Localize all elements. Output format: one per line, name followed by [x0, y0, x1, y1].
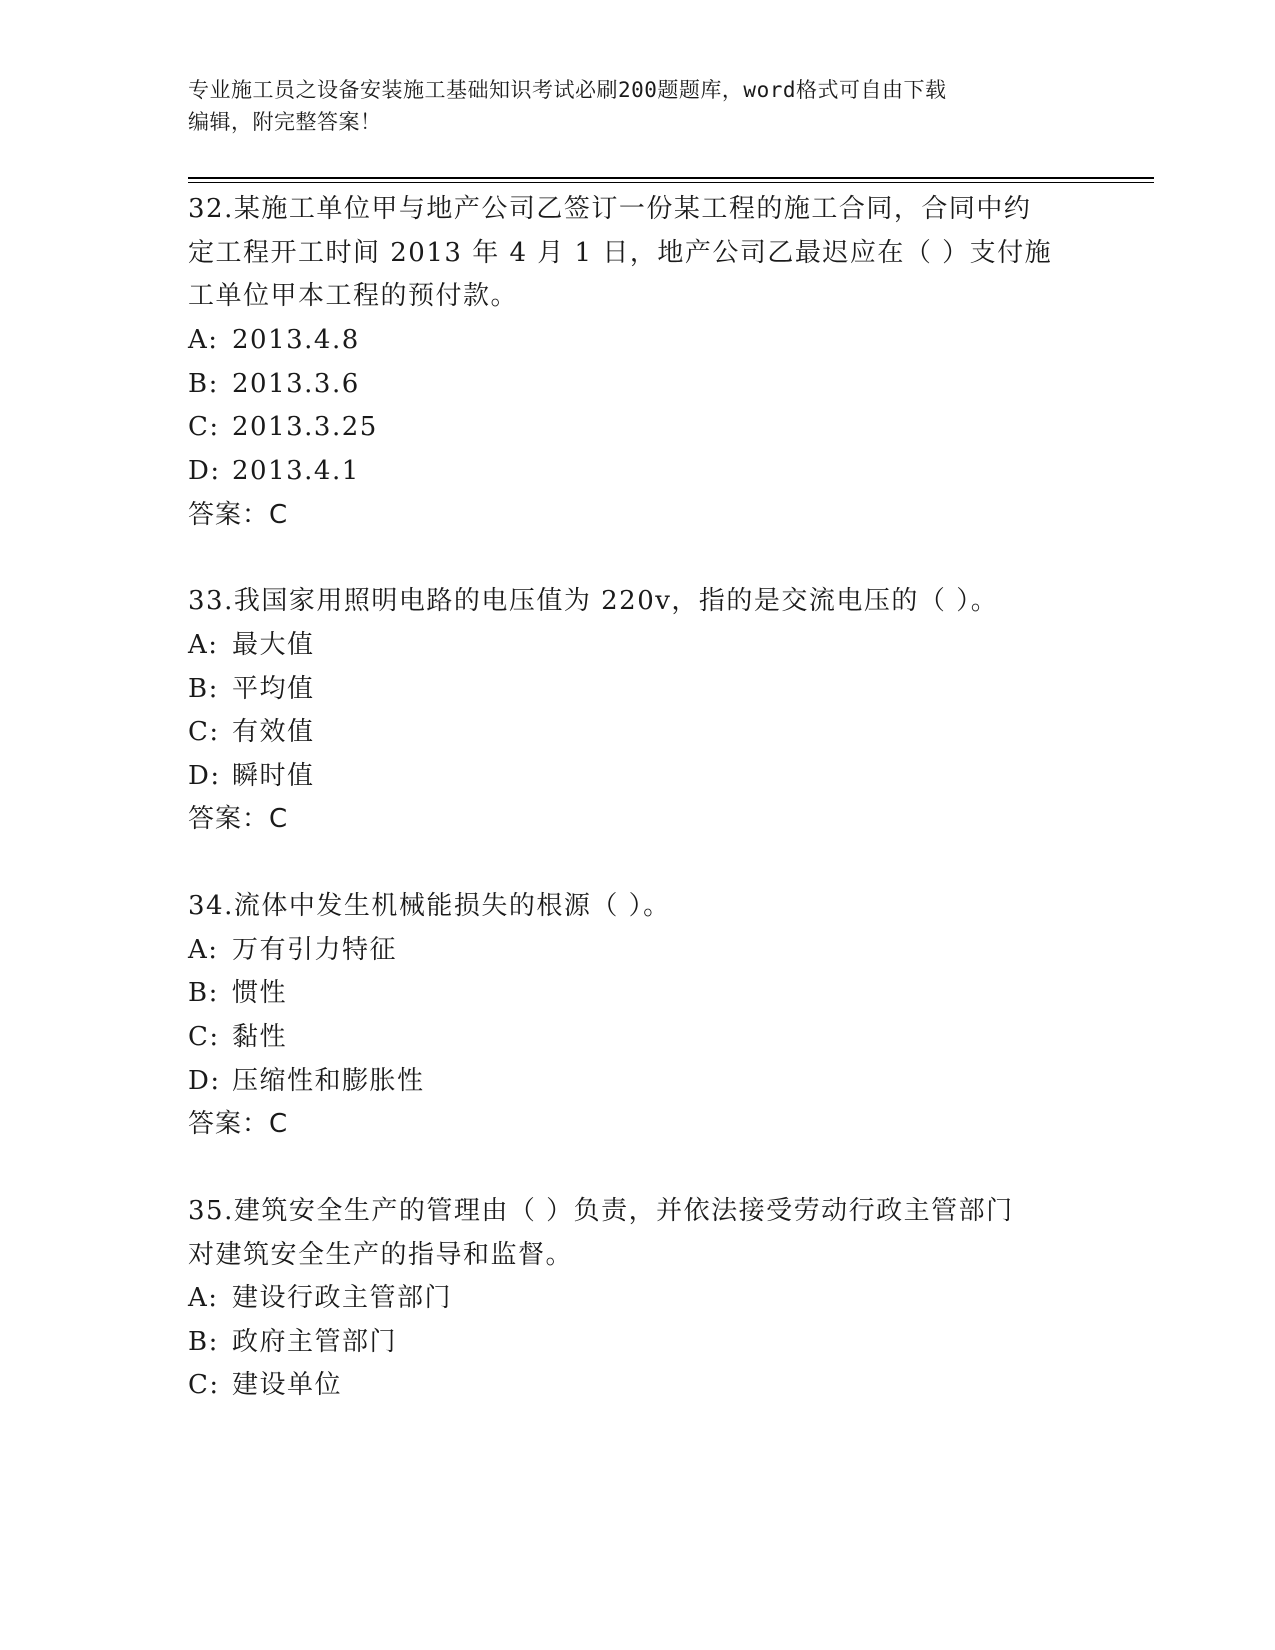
- option-letter: A:: [188, 325, 219, 355]
- option-letter: C:: [188, 1022, 220, 1052]
- option-letter: B:: [188, 674, 219, 704]
- option-letter: A:: [188, 1283, 219, 1313]
- option-text: 建设单位: [232, 1370, 343, 1400]
- question-33-answer: 答案：C: [188, 804, 289, 834]
- option-text: 2013.3.25: [232, 412, 378, 442]
- question-35-option-c: [188, 1370, 342, 1400]
- question-33-option-a: [188, 630, 315, 660]
- option-text: 黏性: [232, 1022, 288, 1052]
- option-text: 最大值: [232, 630, 315, 660]
- question-33-option-d: [188, 761, 315, 791]
- option-text: 政府主管部门: [232, 1327, 398, 1357]
- question-35-text-line-2: 对建筑安全生产的指导和监督。: [188, 1240, 574, 1270]
- header-title-line-1: 专业施工员之设备安装施工基础知识考试必刷200题题库，word格式可自由下载: [188, 78, 947, 102]
- question-35-option-b: [188, 1327, 397, 1357]
- question-32-option-a: [188, 325, 360, 355]
- option-letter: D:: [188, 761, 221, 791]
- question-33-text-line-1: 33.我国家用照明电路的电压值为 220v，指的是交流电压的（ ）。: [188, 586, 999, 616]
- option-letter: B:: [188, 978, 219, 1008]
- question-33-option-c: [188, 717, 315, 747]
- option-text: 平均值: [232, 674, 315, 704]
- header-divider-thin: [188, 182, 1154, 183]
- option-letter: B:: [188, 369, 219, 399]
- option-text: 2013.4.1: [232, 456, 360, 486]
- question-34-option-c: [188, 1022, 287, 1052]
- question-32-text-line-2: 定工程开工时间 2013 年 4 月 1 日，地产公司乙最迟应在（ ）支付施: [188, 238, 1053, 268]
- option-letter: B:: [188, 1327, 219, 1357]
- document-header: [188, 74, 1068, 138]
- option-text: 瞬时值: [232, 761, 315, 791]
- question-34-option-d: [188, 1066, 425, 1096]
- question-34-option-a: [188, 935, 397, 965]
- header-divider-thick: [188, 177, 1154, 179]
- option-letter: A:: [188, 935, 219, 965]
- question-32-text-line-1: 32.某施工单位甲与地产公司乙签订一份某工程的施工合同，合同中约: [188, 194, 1032, 224]
- question-32-text-line-3: 工单位甲本工程的预付款。: [188, 281, 519, 311]
- question-35-text-line-1: 35.建筑安全生产的管理由（ ）负责，并依法接受劳动行政主管部门: [188, 1196, 1014, 1226]
- option-text: 2013.4.8: [232, 325, 360, 355]
- option-letter: D:: [188, 1066, 221, 1096]
- option-letter: C:: [188, 1370, 220, 1400]
- option-text: 压缩性和膨胀性: [232, 1066, 425, 1096]
- question-32-option-c: [188, 412, 378, 442]
- option-letter: D:: [188, 456, 221, 486]
- option-text: 有效值: [232, 717, 315, 747]
- option-text: 万有引力特征: [232, 935, 398, 965]
- option-text: 建设行政主管部门: [232, 1283, 453, 1313]
- option-text: 2013.3.6: [232, 369, 360, 399]
- question-34-option-b: [188, 978, 287, 1008]
- question-34-text-line-1: 34.流体中发生机械能损失的根源（ ）。: [188, 891, 671, 921]
- option-text: 惯性: [232, 978, 288, 1008]
- question-33-option-b: [188, 674, 315, 704]
- question-34-answer: 答案：C: [188, 1109, 289, 1139]
- question-32-answer: 答案：C: [188, 500, 289, 530]
- option-letter: A:: [188, 630, 219, 660]
- question-32-option-d: [188, 456, 360, 486]
- option-letter: C:: [188, 412, 220, 442]
- option-letter: C:: [188, 717, 220, 747]
- header-title-line-2: 编辑，附完整答案！: [188, 110, 382, 134]
- question-32-option-b: [188, 369, 360, 399]
- question-35-option-a: [188, 1283, 452, 1313]
